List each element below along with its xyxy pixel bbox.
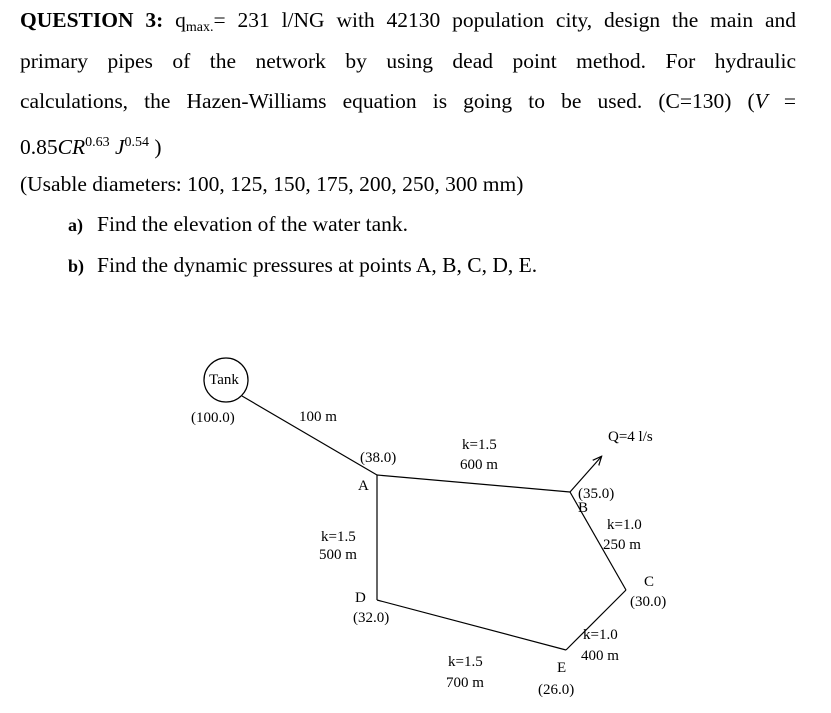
outflow-label: Q=4 l/s bbox=[608, 429, 653, 445]
node-e-label: E bbox=[557, 660, 567, 676]
pipe-ab-k: k=1.5 bbox=[462, 437, 497, 453]
pipe-bc-length: 250 m bbox=[603, 537, 641, 553]
pipe-ce-length: 400 m bbox=[581, 648, 619, 664]
question-line-1-rest: = 231 l/NG with 42130 population city, design the main and bbox=[213, 8, 797, 32]
node-d-label: D bbox=[355, 590, 366, 606]
tank-elevation: (100.0) bbox=[191, 410, 235, 426]
node-a-label: A bbox=[358, 478, 369, 494]
node-b-elevation: (35.0) bbox=[578, 486, 615, 502]
velocity-symbol: V bbox=[754, 89, 768, 113]
pipe-de-k: k=1.5 bbox=[448, 654, 483, 670]
item-a: a) Find the elevation of the water tank. bbox=[68, 212, 409, 236]
item-b: b) Find the dynamic pressures at points A, B, C, D, E. bbox=[68, 253, 538, 277]
question-line-3: calculations, the Hazen-Williams equation is going to be used. (C=130) (V = bbox=[20, 89, 796, 113]
pipe-ad-k: k=1.5 bbox=[321, 529, 356, 545]
pipe-ce-k: k=1.0 bbox=[583, 627, 618, 643]
pipe-de-length: 700 m bbox=[446, 675, 484, 691]
node-a-elevation: (38.0) bbox=[360, 450, 397, 466]
pipe-ad-length: 500 m bbox=[319, 547, 357, 563]
pipe-tank-a bbox=[242, 396, 377, 475]
pipe-a-b bbox=[377, 475, 570, 492]
pipe-ab-length: 600 m bbox=[460, 457, 498, 473]
node-b-label: B bbox=[578, 500, 589, 516]
q-max-symbol: $q_{max.}$ bbox=[175, 8, 214, 35]
question-label: QUESTION 3: bbox=[20, 8, 164, 32]
node-c-label: C bbox=[644, 574, 655, 590]
hazen-williams-formula: $0.85CR^{0.63}$ $J^{0.54}$ ) bbox=[20, 135, 162, 159]
pipe-bc-k: k=1.0 bbox=[607, 517, 642, 533]
tank-pipe-length: 100 m bbox=[299, 409, 337, 425]
pipe-d-e bbox=[377, 600, 566, 650]
node-e-elevation: (26.0) bbox=[538, 682, 575, 698]
usable-diameters: (Usable diameters: 100, 125, 150, 175, 200, 250, 300 mm) bbox=[20, 172, 524, 196]
node-c-elevation: (30.0) bbox=[630, 594, 667, 610]
equals-sign: = bbox=[783, 89, 796, 113]
node-d-elevation: (32.0) bbox=[353, 610, 390, 626]
tank-label: Tank bbox=[209, 372, 239, 388]
question-line-2: primary pipes of the network by using dead point method. For hydraulic bbox=[20, 49, 796, 73]
